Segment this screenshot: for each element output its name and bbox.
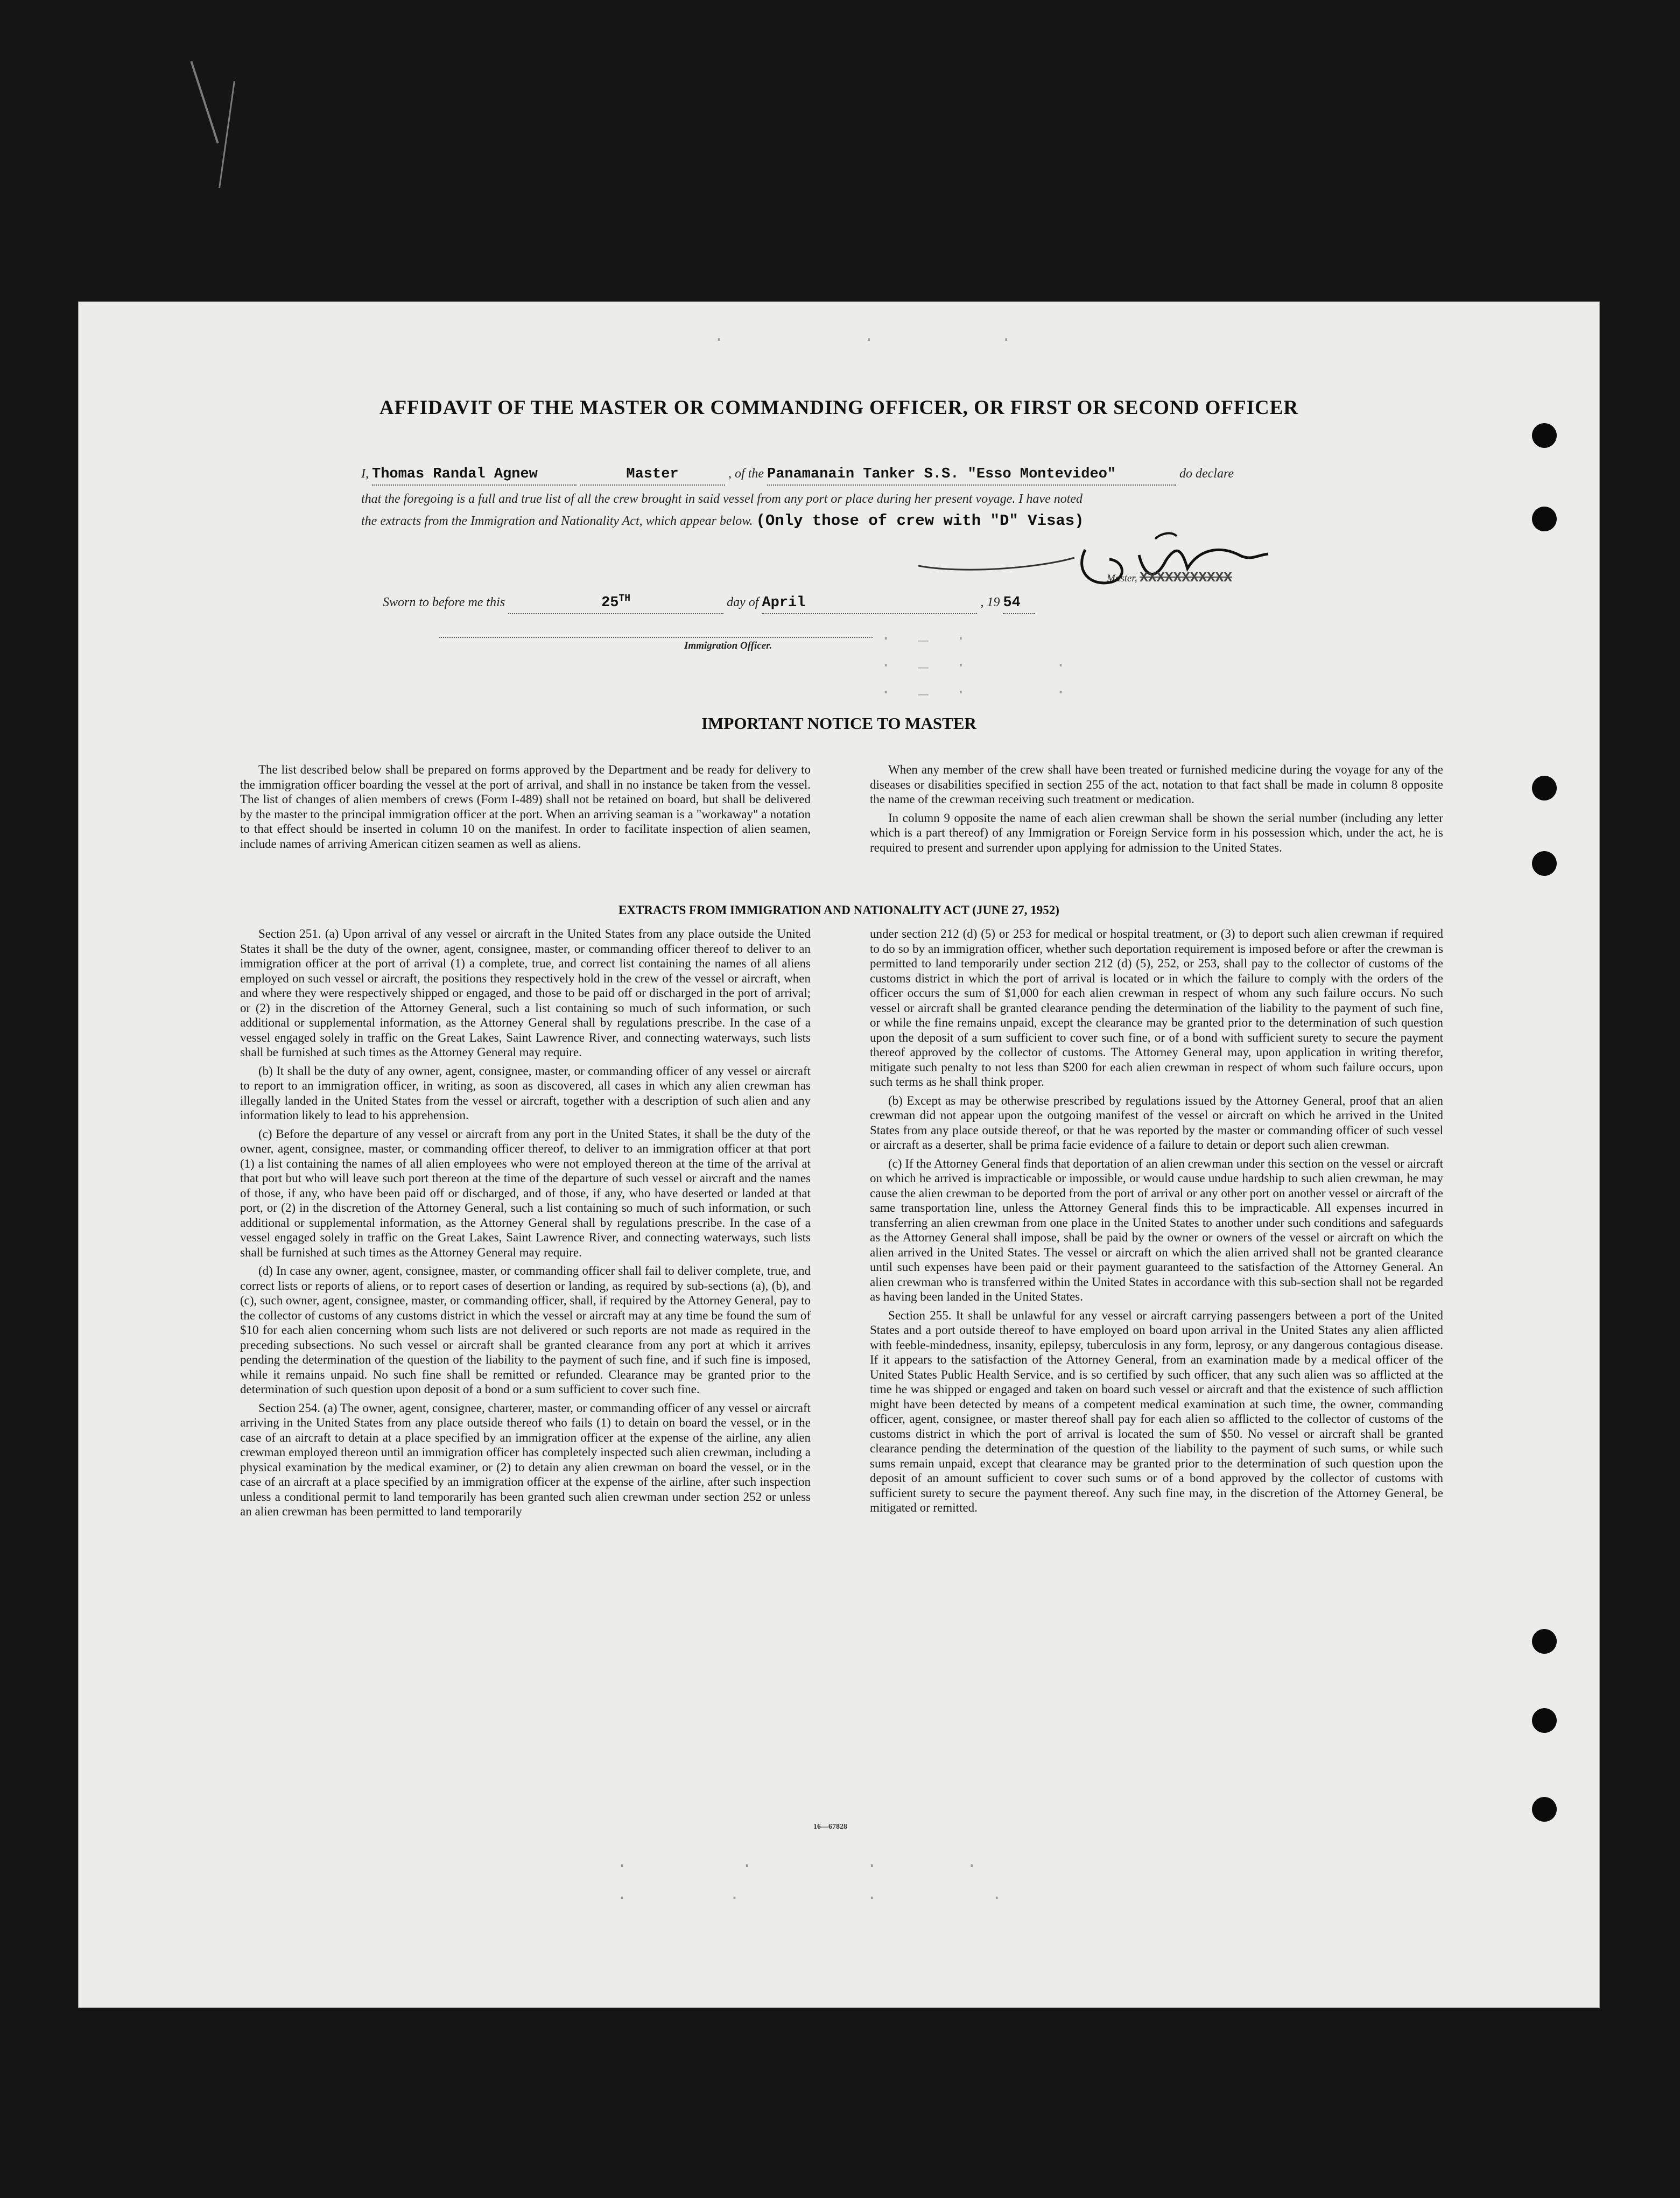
- notice-left-column: [240, 762, 811, 855]
- declaration-line-1: [361, 464, 1416, 486]
- punch-hole: [1532, 423, 1557, 448]
- extract-section-251-a: Section 251. (a) Upon arrival of any vessel or aircraft in the United States from any place outside the United States it shall be the duty of the owner, agent, consignee, master, or commanding officer thereof to deliver to an immigration officer at the port of arrival (1) a complete, true, and correct list containing the names of all aliens employed on such vessel or aircraft, the positions they respectively hold in the crew of the vessel or aircraft, when and where they were respectively shipped or engaged, and those to be paid off or discharged in the port of arrival; or (2) in the discretion of the Attorney General, such a list containing so much of such information, or such additional or supplemental information, as the Attorney General shall by regulations prescribe. In the case of a vessel engaged solely in traffic on the Great Lakes, Saint Lawrence River, and connecting waterways, such lists shall be furnished at such times as the Attorney General may require.: [240, 927, 811, 1059]
- show-through-text: . _ . .: [881, 652, 1069, 672]
- sworn-label: Sworn to before me this: [383, 595, 505, 609]
- extract-section-251-b: (b) It shall be the duty of any owner, agent, consignee, master, or commanding officer of any vessel or aircraft to report to an immigration officer, in writing, as soon as discovered, all cases in which any alien crewman has illegally landed in the United States from the vessel or aircraft, together with a description of such alien and any information likely to lead to his apprehension.: [240, 1064, 811, 1122]
- master-label-text: Master,: [1107, 573, 1137, 584]
- punch-hole: [1532, 1797, 1557, 1822]
- sworn-day-suffix: TH: [618, 593, 631, 604]
- sworn-month: April: [762, 593, 977, 614]
- declaration-prefix: I,: [361, 467, 369, 481]
- extract-section-255: Section 255. It shall be unlawful for any vessel or aircraft carrying passengers between a port of the United States and a port outside thereof to have employed on board upon arrival in the United States any alien afflicted with feeble-mindedness, insanity, epilepsy, tuberculosis in any form, leprosy, or any dangerous contagious disease. If it appears to the satisfaction of the Attorney General, from an examination made by a medical officer of the United States Public Health Service, and is so certified by such officer, that any such alien was so afflicted at the time he was shipped or engaged and taken on board such vessel or aircraft and that the existence of such affliction might have been detected by means of a competent medical examination at such time, the owner, commanding officer, agent, consignee, or master thereof shall pay for each alien so afflicted to the collector of customs of the customs district in which the port of arrival is located the sum of $50. No vessel or aircraft shall be granted clearance pending the determination of the question of the liability to the payment of such sums, or while such sums remain unpaid, except that clearance may be granted prior to the determination of such question upon the deposit of an amount sufficient to cover such sums or of a bond approved by the collector of customs with sufficient surety to secure the payment thereof. Any such fine may, in the discretion of the Attorney General, be mitigated or remitted.: [870, 1308, 1443, 1514]
- sworn-year: 54: [1003, 593, 1035, 614]
- day-of-label: day of: [727, 595, 759, 609]
- notice-right-text-2: In column 9 opposite the name of each alien crewman shall be shown the serial number (including any letter which is a part thereof) of any Immigration or Foreign Service form in his possession which, under the act, he is required to present and surrender upon applying for admission to the United States.: [870, 811, 1443, 854]
- show-through-text: . . . .: [617, 1852, 979, 1872]
- punch-hole: [1532, 1708, 1557, 1733]
- punch-hole: [1532, 1629, 1557, 1654]
- extract-section-254-a: Section 254. (a) The owner, agent, consignee, charterer, master, or commanding officer of any vessel or aircraft arriving in the United States from any place outside thereof who fails (1) to detain on board the vessel, or in the case of an aircraft to detain at a place specified by an immigration officer at the expense of the airline, any alien crewman employed thereon until an immigration officer has completely inspected such alien crewman, including a physical examination by the medical examiner, or (2) to detain any alien crewman on board the vessel, or in the case of an aircraft at a place specified by an immigration officer at the expense of the airline, after such inspection unless a conditional permit to land temporarily has been granted such alien crewman under section 252 or unless an alien crewman has been permitted to land temporarily: [240, 1401, 811, 1518]
- declaration-line-3-text: the extracts from the Immigration and Nationality Act, which appear below.: [361, 514, 753, 528]
- master-signature: [897, 528, 1338, 598]
- notice-right-column: [870, 762, 1443, 859]
- master-rank: Master: [580, 464, 725, 486]
- immigration-officer-signature-line: [439, 637, 873, 638]
- scan-scratch: [190, 61, 219, 143]
- notice-title: IMPORTANT NOTICE TO MASTER: [701, 714, 976, 733]
- show-through-text: . _ .: [881, 625, 968, 645]
- declaration-line-2: that the foregoing is a full and true list of all the crew brought in said vessel from any port or place during her present voyage. I have noted: [361, 492, 1083, 506]
- sworn-day-value: 25: [601, 595, 619, 611]
- notice-right-text-1: When any member of the crew shall have been treated or furnished medicine during the voyage for any of the diseases or disabilities specified in section 255 of the act, notation to that fact shall be made in column 8 opposite the name of the crewman receiving such treatment or medication.: [870, 763, 1443, 806]
- extracts-title: EXTRACTS FROM IMMIGRATION AND NATIONALITY ACT (JUNE 27, 1952): [618, 903, 1059, 917]
- immigration-officer-label: Immigration Officer.: [684, 640, 772, 651]
- do-declare-label: do declare: [1179, 467, 1234, 481]
- extracts-right-column: [870, 926, 1443, 1519]
- extract-section-251-c: (c) Before the departure of any vessel or aircraft from any port in the United States, it shall be the duty of the owner, agent, consignee, master, or commanding officer thereof, to deliver to an immigration officer at that port (1) a list containing the names of all alien employees who were not employed thereon at the time of the arrival at that port but who will leave such port thereon at the time of the departure of such vessel or aircraft and the names of those, if any, who have been paid off or discharged, and of those, if any, who have deserted or landed at that port, or (2) in the discretion of the Attorney General, such a list containing so much of such information, or such additional or supplemental information, as the Attorney General shall by regulations prescribe. In the case of a vessel engaged solely in traffic on the Great Lakes, Saint Lawrence River, and connecting waterways, such lists shall be furnished at such times as the Attorney General may require.: [240, 1127, 811, 1259]
- punch-hole: [1532, 851, 1557, 876]
- extract-section-254-b: (b) Except as may be otherwise prescribed by regulations issued by the Attorney General, proof that an alien crewman did not appear upon the outgoing manifest of the vessel or aircraft on which he arrived in the United States from any place outside thereof, or that he was reported by the master or commanding officer of such vessel or aircraft as a deserter, shall be prima facie evidence of a failure to detain or deport such alien crewman.: [870, 1093, 1443, 1151]
- notice-left-text: The list described below shall be prepared on forms approved by the Department and be ready for delivery to the immigration officer boarding the vessel at the port of arrival, and shall in no instance be taken from the vessel. The list of changes of alien members of crews (Form I-489) shall not be retained on board, but shall be delivered by the master to the principal immigration officer at the port. When an arriving seaman is a "workaway" a notation to that effect should be inserted in column 10 on the manifest. In order to facilitate inspection of alien seamen, include names of arriving American citizen seamen as well as aliens.: [240, 763, 811, 851]
- extract-section-254-a-cont: under section 212 (d) (5) or 253 for medical or hospital treatment, or (3) to deport such alien crewman if required to do so by an immigration officer, whether such deportation requirement is imposed before or after the crewman is permitted to land temporarily under section 212 (d) (5), 252, or 253, shall pay to the collector of customs of the customs district in which the port of arrival is located or in which the failure to comply with the orders of the officer occurs the sum of $1,000 for each alien crewman in respect of whom any such failure occurs. No such vessel or aircraft shall be granted clearance pending the determination of the liability to the payment of such fine, or while the fine remains unpaid, except the clearance may be granted prior to the determination of such question upon the deposit of a sum sufficient to cover such fine, or of a bond with sufficient surety to secure the payment thereof approved by the collector of customs. The Attorney General may, upon application in writing therefor, mitigate such penalty to not less than $200 for each alien crewman in respect of whom such failure occurs, upon such terms as he shall think proper.: [870, 927, 1443, 1089]
- form-code: 16—67828: [813, 1823, 847, 1831]
- master-name: Thomas Randal Agnew: [372, 464, 577, 486]
- struck-title: XXXXXXXXXXX: [1140, 570, 1232, 586]
- show-through-text: . _ . .: [881, 679, 1069, 699]
- scan-scratch: [219, 81, 235, 188]
- typed-note: (Only those of crew with "D" Visas): [756, 512, 1084, 530]
- extract-section-251-d: (d) In case any owner, agent, consignee, master, or commanding officer shall fail to deliver complete, true, and correct lists or reports of aliens, or to report cases of desertion or landing, as required by sub-sections (a), (b), and (c), such owner, agent, consignee, master, or commanding officer, shall, if required by the Attorney General, pay to the collector of customs of any customs district in which the vessel or aircraft may at any time be found the sum of $10 for each alien concerning whom such lists are not delivered or such reports are not made as required in the preceding subsections. No such vessel or aircraft shall be granted clearance from any port at which it arrives pending the determination of the question of the liability to the payment of such fine, and if such fine is imposed, while it remains unpaid. No such fine shall be remitted or refunded. Clearance may be granted prior to the determination of such question upon deposit of a bond or a sum sufficient to cover such fine.: [240, 1264, 811, 1396]
- affidavit-title: AFFIDAVIT OF THE MASTER OR COMMANDING OFFICER, OR FIRST OR SECOND OFFICER: [379, 397, 1299, 419]
- sworn-line: [383, 588, 1459, 614]
- master-label: [1107, 570, 1232, 586]
- of-the-label: , of the: [728, 467, 764, 481]
- punch-hole: [1532, 507, 1557, 531]
- show-through-text: . . .: [714, 326, 1014, 346]
- extracts-left-column: [240, 926, 811, 1523]
- sworn-day: [508, 588, 723, 614]
- vessel-name: Panamanain Tanker S.S. "Esso Montevideo": [767, 464, 1176, 486]
- year-prefix: , 19: [980, 595, 1000, 609]
- extract-section-254-c: (c) If the Attorney General finds that deportation of an alien crewman under this section on the vessel or aircraft on which he arrived is impracticable or impossible, or would cause undue hardship to such alien crewman, he may cause the alien crewman to be deported from the port of arrival or any other port on another vessel or aircraft of the same transportation line, unless the Attorney General finds this to be impracticable. All expenses incurred in transferring an alien crewman from one place in the United States to another under such conditions and safeguards as the Attorney General shall impose, shall be paid by the owner or owners of the vessel or aircraft on which the alien arrived in the United States. The vessel or aircraft on which the alien arrived shall not be granted clearance until such expenses have been paid or their payment guaranteed to the satisfaction of the Attorney General. An alien crewman who is transferred within the United States in accordance with this sub-section shall not be regarded as having been landed in the United States.: [870, 1156, 1443, 1303]
- punch-hole: [1532, 776, 1557, 800]
- show-through-text: . . . .: [617, 1885, 1004, 1905]
- affidavit-page: [78, 301, 1600, 2008]
